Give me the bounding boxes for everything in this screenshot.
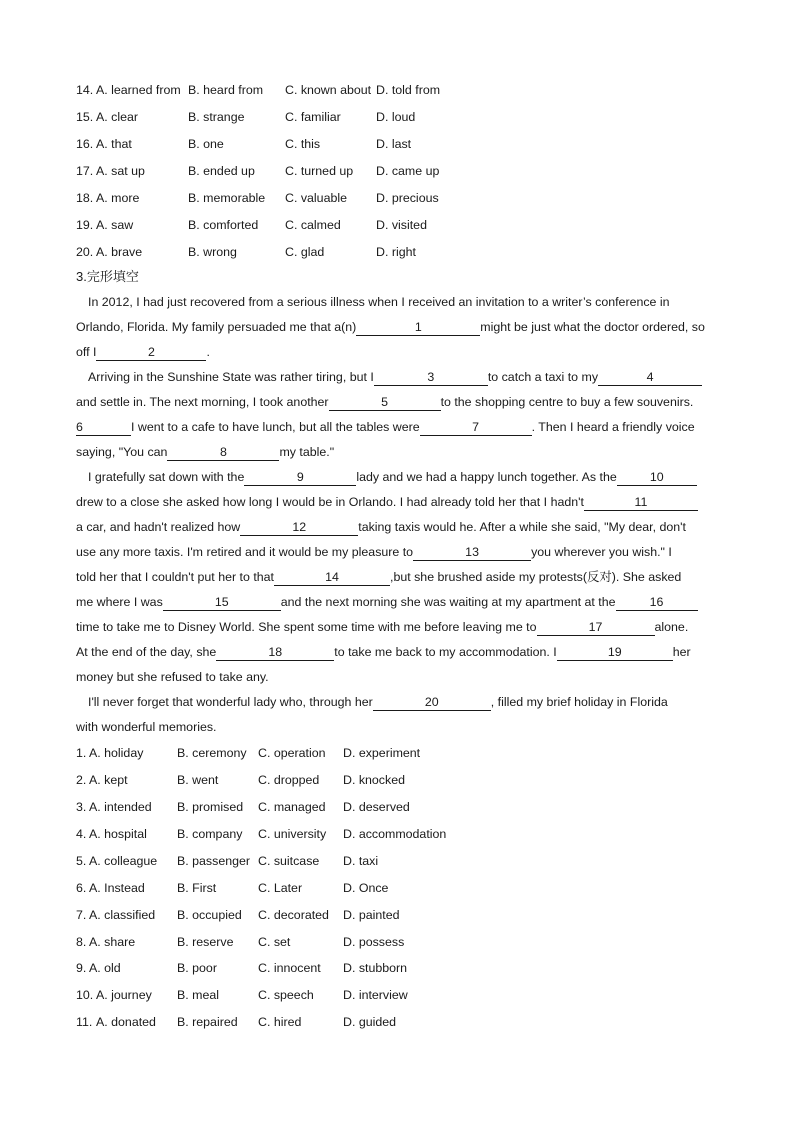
passage-text: I went to a cafe to have lunch, but all the tables were [131,420,420,434]
section-title: 3.完形填空 [76,269,139,284]
option-row-18 [76,188,716,208]
option-number: 2. [76,773,87,787]
passage-text: . [206,345,210,359]
blank-16[interactable]: 16 [616,594,698,611]
passage-line [76,517,686,537]
passage-text: to catch a taxi to my [487,370,599,384]
passage-text: a car, and hadn't realized how [76,520,241,534]
option-a: A. journey [96,988,152,1002]
option-number: 3. [76,800,87,814]
option-row-1 [76,743,716,763]
option-row-11 [76,1012,716,1032]
option-c: C. glad [285,245,325,259]
option-a: A. saw [96,218,134,232]
passage-line [76,592,698,612]
option-row-10 [76,985,716,1005]
option-a: A. learned from [96,83,181,97]
passage-text: to the shopping centre to buy a few souvenirs. [440,395,694,409]
option-number: 14. [76,83,94,97]
passage-text: me where I was [76,595,163,609]
option-d: D. visited [376,218,427,232]
passage-line [76,692,668,712]
option-row-16 [76,134,716,154]
option-a: A. holiday [89,746,144,760]
option-d: D. possess [343,935,405,949]
option-c: C. dropped [258,773,320,787]
option-a: A. donated [96,1015,156,1029]
blank-10[interactable]: 10 [617,469,697,486]
option-d: D. knocked [343,773,405,787]
option-d: D. accommodation [343,827,447,841]
option-b: B. ended up [188,164,255,178]
passage-text: with wonderful memories. [76,720,217,734]
option-number: 16. [76,137,94,151]
option-row-8 [76,932,716,952]
passage-text: and the next morning she was waiting at my apartment at the [280,595,616,609]
option-a: A. intended [89,800,152,814]
passage-line [76,342,210,362]
passage-text: money but she refused to take any. [76,670,269,684]
blank-5[interactable]: 5 [329,394,441,411]
option-b: B. one [188,137,224,151]
option-b: B. repaired [177,1015,238,1029]
passage-line [76,667,269,687]
passage-text: might be just what the doctor ordered, so [480,320,705,334]
option-a: A. Instead [89,881,145,895]
option-d: D. guided [343,1015,397,1029]
option-number: 6. [76,881,87,895]
option-a: A. kept [89,773,128,787]
option-row-6 [76,878,716,898]
passage-text: taking taxis would he. After a while she said, "My dear, don't [358,520,686,534]
blank-15[interactable]: 15 [163,594,281,611]
option-b: B. heard from [188,83,264,97]
option-number: 11. [76,1015,93,1029]
option-number: 17. [76,164,94,178]
passage-line [76,467,697,487]
option-c: C. valuable [285,191,347,205]
option-c: C. decorated [258,908,329,922]
option-number: 5. [76,854,87,868]
option-c: C. known about [285,83,372,97]
option-a: A. brave [96,245,143,259]
passage-text: alone. [654,620,689,634]
passage-line [76,642,691,662]
passage-text: to take me back to my accommodation. I [334,645,557,659]
option-number: 4. [76,827,87,841]
option-d: D. loud [376,110,416,124]
option-c: C. suitcase [258,854,320,868]
option-d: D. interview [343,988,408,1002]
passage-line [76,617,688,637]
blank-2[interactable]: 2 [96,344,206,361]
passage-text: her [672,645,691,659]
option-row-3 [76,797,716,817]
option-row-14 [76,80,716,100]
passage-text: saying, "You can [76,445,168,459]
passage-text: use any more taxis. I'm retired and it would be my pleasure to [76,545,414,559]
option-row-9 [76,958,716,978]
option-d: D. stubborn [343,961,408,975]
option-number: 19. [76,218,94,232]
option-d: D. experiment [343,746,421,760]
passage-text: At the end of the day, she [76,645,217,659]
option-number: 20. [76,245,94,259]
option-row-15 [76,107,716,127]
option-row-19 [76,215,716,235]
option-b: B. passenger [177,854,251,868]
option-row-17 [76,161,716,181]
option-d: D. Once [343,881,389,895]
passage-line [76,392,693,412]
option-a: A. old [89,961,121,975]
passage-line [76,417,695,437]
option-a: A. classified [89,908,156,922]
option-d: D. taxi [343,854,379,868]
option-number: 18. [76,191,94,205]
option-a: A. clear [96,110,139,124]
passage-line [76,717,216,737]
option-b: B. First [177,881,217,895]
option-b: B. occupied [177,908,242,922]
option-d: D. right [376,245,416,259]
blank-13[interactable]: 13 [413,544,531,561]
passage-text: ,but she brushed aside my protests(反对). She asked [390,570,682,584]
option-b: B. wrong [188,245,237,259]
blank-7[interactable]: 7 [420,419,532,436]
option-c: C. calmed [285,218,341,232]
option-c: C. Later [258,881,303,895]
passage-line [76,317,705,337]
option-number: 8. [76,935,87,949]
option-a: A. colleague [89,854,158,868]
passage-text: off I [76,345,97,359]
option-d: D. last [376,137,412,151]
option-b: B. comforted [188,218,259,232]
passage-text: I gratefully sat down with the [88,470,245,484]
blank-4[interactable]: 4 [598,369,702,386]
passage-text: I'll never forget that wonderful lady who, through her [88,695,373,709]
blank-1[interactable]: 1 [356,319,480,336]
blank-14[interactable]: 14 [274,569,390,586]
passage-line [76,567,681,587]
option-c: C. speech [258,988,314,1002]
option-c: C. turned up [285,164,354,178]
option-number: 15. [76,110,94,124]
option-d: D. precious [376,191,439,205]
option-row-5 [76,851,716,871]
blank-6[interactable]: 6 [76,419,131,436]
option-b: B. promised [177,800,244,814]
option-b: B. poor [177,961,217,975]
blank-19[interactable]: 19 [557,644,673,661]
option-b: B. meal [177,988,220,1002]
blank-17[interactable]: 17 [537,619,655,636]
option-row-4 [76,824,716,844]
option-d: D. painted [343,908,400,922]
option-a: A. share [89,935,136,949]
option-b: B. went [177,773,219,787]
passage-line [76,292,670,312]
passage-text: time to take me to Disney World. She spent some time with me before leaving me to [76,620,537,634]
option-b: B. reserve [177,935,234,949]
passage-text: , filled my brief holiday in Florida [490,695,668,709]
option-number: 10. [76,988,94,1002]
passage-line [76,492,698,512]
passage-line [76,542,672,562]
option-c: C. operation [258,746,326,760]
option-d: D. came up [376,164,440,178]
option-b: B. ceremony [177,746,247,760]
option-a: A. that [96,137,132,151]
option-row-7 [76,905,716,925]
blank-20[interactable]: 20 [373,694,491,711]
option-d: D. deserved [343,800,410,814]
option-d: D. told from [376,83,441,97]
option-c: C. innocent [258,961,321,975]
passage-line [76,367,702,387]
option-a: A. more [96,191,140,205]
passage-text: told her that I couldn't put her to that [76,570,274,584]
blank-3[interactable]: 3 [374,369,488,386]
option-a: A. sat up [96,164,145,178]
option-c: C. familiar [285,110,341,124]
option-c: C. this [285,137,321,151]
blank-11[interactable]: 11 [584,494,698,511]
blank-8[interactable]: 8 [167,444,279,461]
blank-9[interactable]: 9 [244,469,356,486]
option-c: C. set [258,935,291,949]
passage-text: Arriving in the Sunshine State was rather tiring, but I [88,370,374,384]
passage-text: my table." [279,445,335,459]
passage-text: drew to a close she asked how long I would be in Orlando. I had already told her that I hadn't [76,495,584,509]
option-number: 9. [76,961,87,975]
option-a: A. hospital [89,827,147,841]
option-b: B. company [177,827,243,841]
option-row-20 [76,242,716,262]
passage-text: In 2012, I had just recovered from a serious illness when I received an invitation to a writer’s conference in [88,295,670,309]
passage-line [76,442,334,462]
option-row-2 [76,770,716,790]
passage-text: . Then I heard a friendly voice [531,420,695,434]
passage-text: Orlando, Florida. My family persuaded me that a(n) [76,320,357,334]
option-c: C. university [258,827,327,841]
passage-text: lady and we had a happy lunch together. As the [356,470,617,484]
blank-18[interactable]: 18 [216,644,334,661]
option-c: C. managed [258,800,326,814]
passage-text: and settle in. The next morning, I took another [76,395,329,409]
option-b: B. strange [188,110,245,124]
option-b: B. memorable [188,191,266,205]
blank-12[interactable]: 12 [240,519,358,536]
option-number: 7. [76,908,87,922]
option-number: 1. [76,746,87,760]
passage-text: you wherever you wish." I [531,545,672,559]
option-c: C. hired [258,1015,302,1029]
